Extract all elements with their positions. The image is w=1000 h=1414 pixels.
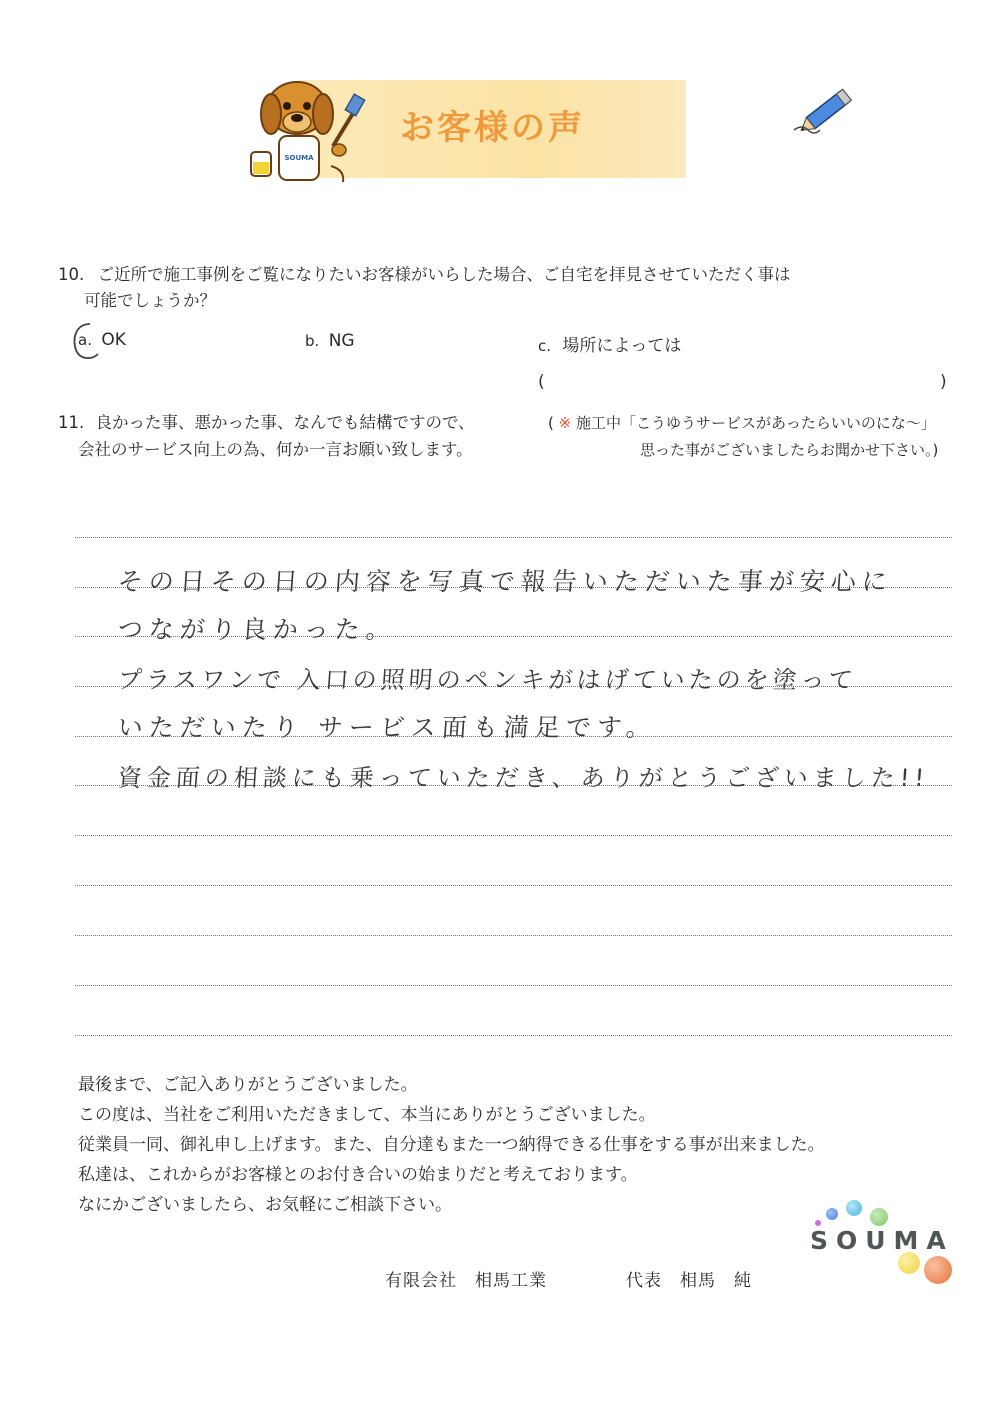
option-c-letter: c. (538, 337, 552, 355)
handwritten-answer-line: つながり良かった。 (116, 615, 398, 644)
logo-dot (846, 1200, 862, 1216)
handwritten-answer-line: いただいたり サービス面も満足です。 (116, 713, 658, 742)
option-a-selected-circle (70, 320, 110, 362)
representative-name: 代表 相馬 純 (626, 1271, 752, 1291)
logo-dot (870, 1208, 888, 1226)
closing-line: 私達は、これからがお客様とのお付き合いの始まりだと考えております。 (78, 1165, 638, 1185)
option-c-paren-close: ) (940, 372, 947, 392)
answer-line (75, 885, 952, 886)
handwritten-answer-line: プラスワンで 入口の照明のペンキがはげていたのを塗って (116, 666, 858, 694)
answer-line (75, 935, 952, 936)
closing-line: なにかございましたら、お気軽にご相談下さい。 (78, 1195, 452, 1215)
option-c-paren-open: ( (538, 372, 545, 392)
option-b-label: NG (328, 331, 355, 351)
option-c (538, 331, 681, 356)
mascot-shirt-text: SOUMA (284, 154, 314, 162)
closing-message (78, 1070, 825, 1220)
pencil-icon (788, 86, 860, 142)
option-b (305, 331, 355, 351)
q10-text-line2: 可能でしょうか？ (84, 291, 216, 310)
page-title: お客様の声 (400, 108, 585, 148)
option-c-label: 場所によっては (562, 336, 682, 356)
q11-note-line2: 思った事がございましたらお聞かせ下さい。) (640, 441, 939, 459)
closing-line: 最後まで、ご記入ありがとうございました。 (78, 1075, 418, 1095)
q11-text-line2: 会社のサービス向上の為、何か一言お願い致します。 (78, 440, 473, 459)
mascot-dog-icon (245, 70, 375, 200)
q11-number: 11. (58, 413, 85, 432)
note-asterisk-icon: ※ (558, 414, 572, 432)
logo-text: SOUMA (810, 1226, 954, 1255)
logo-dot (898, 1252, 920, 1274)
logo-dot (924, 1256, 952, 1284)
option-a-label: OK (101, 330, 126, 350)
handwritten-answer-line: 資金面の相談にも乗っていただき、ありがとうございました!! (116, 764, 931, 792)
q11-text-line1: 良かった事、悪かった事、なんでも結構ですので、 (95, 413, 475, 432)
logo-dot (826, 1208, 838, 1220)
option-b-letter: b. (305, 332, 320, 350)
q11-note-open: ( (548, 414, 554, 432)
closing-line: この度は、当社をご利用いただきまして、本当にありがとうございました。 (78, 1105, 656, 1125)
answer-line (75, 1035, 952, 1036)
option-a-letter: a. (78, 331, 92, 349)
answer-line (75, 835, 952, 836)
q11-note-text1: 施工中「こうゆうサービスがあったらいいのにな～」 (576, 414, 936, 432)
closing-line: 従業員一同、御礼申し上げます。また、自分達もまた一つ納得できる仕事をする事が出来ました。 (78, 1135, 825, 1155)
q11-note-line1 (548, 412, 936, 433)
handwritten-answer-line: その日その日の内容を写真で報告いただいた事が安心に (116, 567, 894, 596)
answer-line (75, 537, 952, 538)
q10-text-line1: ご近所で施工事例をご覧になりたいお客様がいらした場合、ご自宅を拝見させていただく事は (97, 265, 791, 284)
q10-number: 10. (58, 265, 85, 284)
answer-line (75, 985, 952, 986)
company-name: 有限会社 相馬工業 (385, 1271, 547, 1291)
